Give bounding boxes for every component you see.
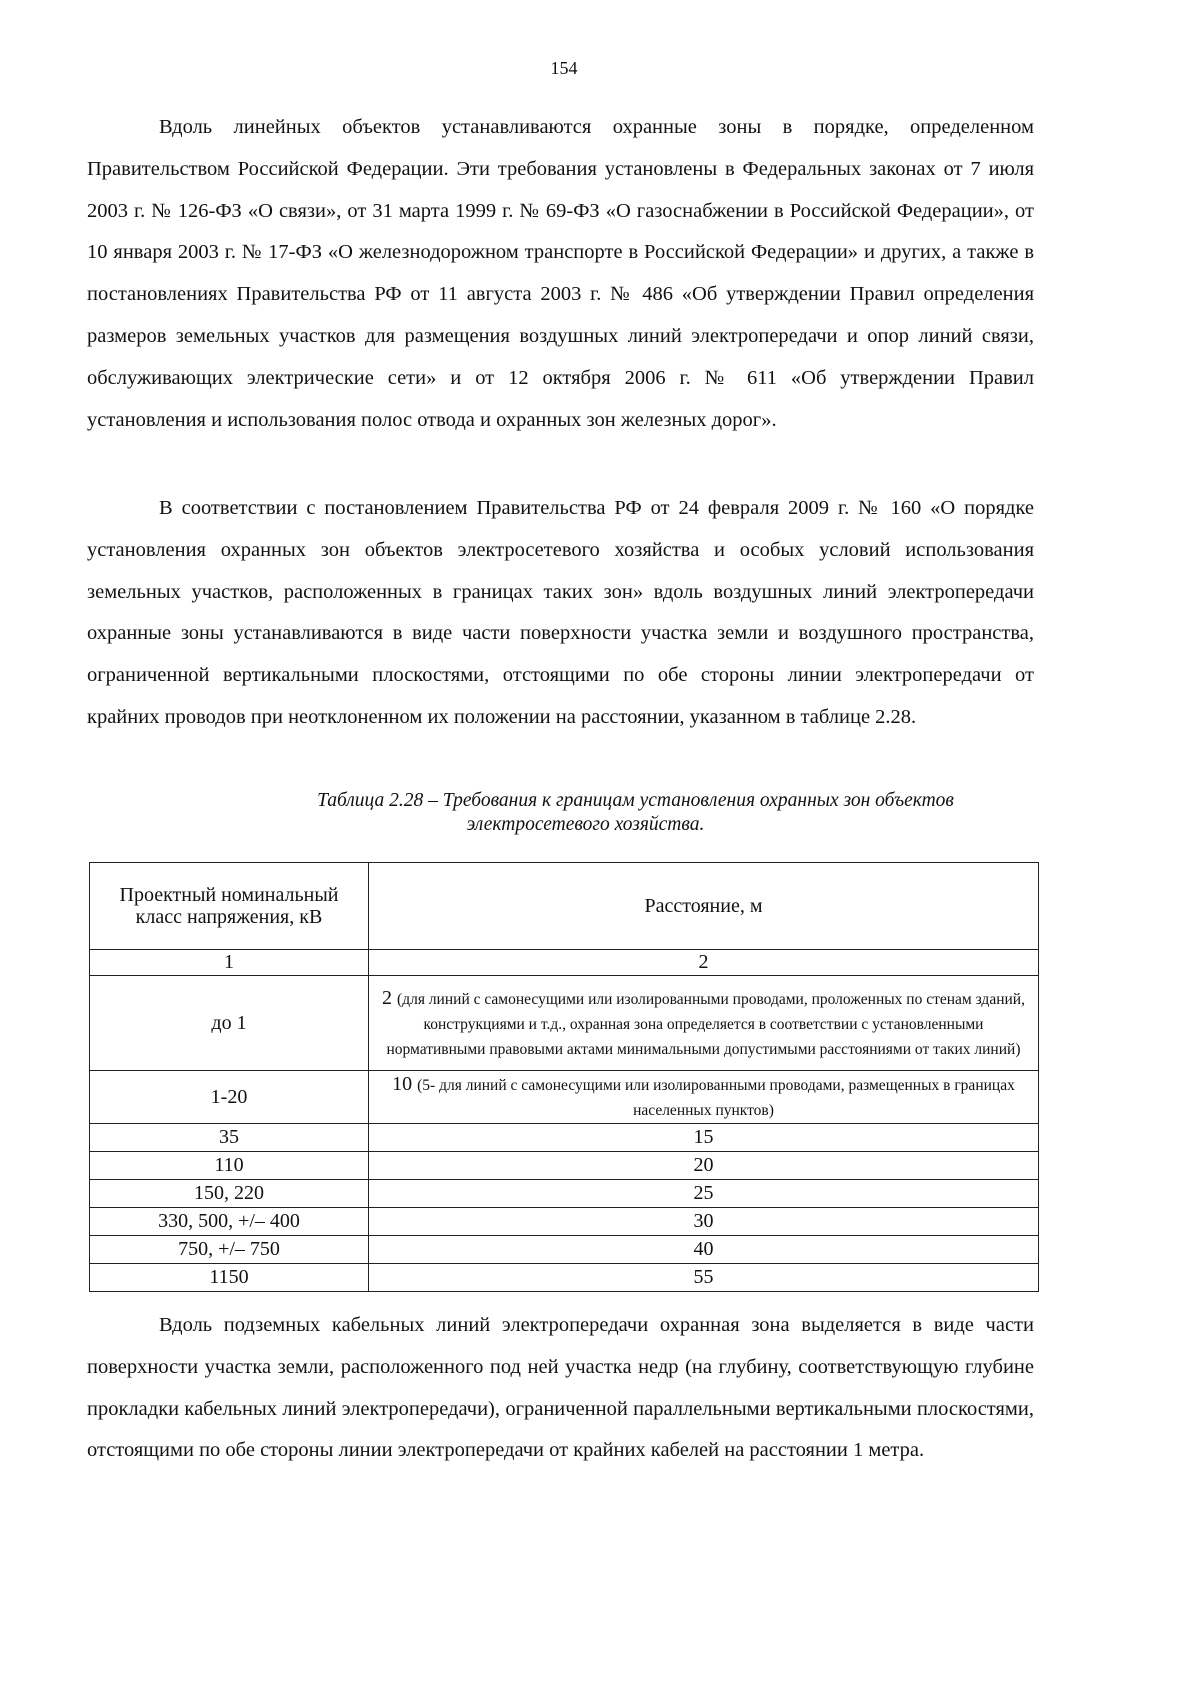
voltage-cell: 150, 220 — [90, 1180, 369, 1208]
table-row — [90, 1071, 1039, 1124]
distance-cell: 30 — [369, 1208, 1039, 1236]
paragraph-linear-objects-zones: Вдоль линейных объектов устанавливаются охранные зоны в порядке, определенном Правительством Российской Федерации. Эти требования установлены в Федеральных законах от 7 июля 2003 г. № 126-ФЗ «О связи», от 31 марта 1999 г. № 69-ФЗ «О газоснабжении в Российской Федерации», от 10 января 2003 г. № 17-ФЗ «О железнодорожном транспорте в Российской Федерации» и других, а также в постановлениях Правительства РФ от 11 августа 2003 г. № 486 «Об утверждении Правил определения размеров земельных участков для размещения воздушных линий электропередачи и опор линий связи, обслуживающих электрические сети» и от 12 октября 2006 г. № 611 «Об утверждении Правил установления и использования полос отвода и охранных зон железных дорог». — [87, 116, 1034, 431]
protection-zones-table — [89, 862, 1039, 1292]
table-row — [90, 1264, 1039, 1292]
header-voltage-class: Проектный номинальный класс напряжения, кВ — [90, 863, 369, 950]
distance-value: 2 — [382, 986, 393, 1009]
table-row — [90, 1208, 1039, 1236]
column-number-1: 1 — [90, 950, 369, 976]
table-row — [90, 1236, 1039, 1264]
voltage-cell: 1150 — [90, 1264, 369, 1292]
voltage-cell: 35 — [90, 1124, 369, 1152]
voltage-cell: 110 — [90, 1152, 369, 1180]
distance-cell: 55 — [369, 1264, 1039, 1292]
distance-cell — [369, 1071, 1039, 1124]
table-row — [90, 1180, 1039, 1208]
table-caption-line-1: Таблица 2.28 – Требования к границам установления охранных зон объектов — [317, 790, 954, 811]
voltage-cell: до 1 — [90, 976, 369, 1071]
header-distance: Расстояние, м — [369, 863, 1039, 950]
table-caption — [87, 789, 1034, 837]
distance-note: (5- для линий с самонесущими или изолированными проводами, размещенных в границах населенных пунктов) — [417, 1077, 1015, 1119]
voltage-cell: 750, +/– 750 — [90, 1236, 369, 1264]
distance-value: 10 — [392, 1073, 413, 1095]
distance-cell — [369, 976, 1039, 1071]
table-row — [90, 1152, 1039, 1180]
distance-cell: 25 — [369, 1180, 1039, 1208]
table-header-row — [90, 863, 1039, 950]
paragraph-overhead-lines-zones: В соответствии с постановлением Правительства РФ от 24 февраля 2009 г. № 160 «О порядке установления охранных зон объектов электросетевого хозяйства и особых условий использования земельных участков, расположенных в границах таких зон» вдоль воздушных линий электропередачи охранные зоны устанавливаются в виде части поверхности участка земли и воздушного пространства, ограниченной вертикальными плоскостями, отстоящими по обе стороны линии электропередачи от крайних проводов при неотклоненном их положении на расстоянии, указанном в таблице 2.28. — [87, 497, 1034, 728]
distance-cell: 20 — [369, 1152, 1039, 1180]
distance-cell: 15 — [369, 1124, 1039, 1152]
column-number-2: 2 — [369, 950, 1039, 976]
table-row — [90, 1124, 1039, 1152]
page-number: 154 — [550, 58, 578, 78]
table-row — [90, 976, 1039, 1071]
distance-note: (для линий с самонесущими или изолированными проводами, проложенных по стенам зданий, конструкциями и т.д., охранная зона определяется в соответствии с установленными нормативными правовыми актами минимальными допустимыми расстояниями от таких линий) — [386, 990, 1025, 1058]
table-caption-line-2: электросетевого хозяйства. — [466, 814, 705, 835]
column-number-row — [90, 950, 1039, 976]
paragraph-underground-cables-zones: Вдоль подземных кабельных линий электропередачи охранная зона выделяется в виде части поверхности участка земли, расположенного под ней участка недр (на глубину, соответствующую глубине прокладки кабельных линий электропередачи), ограниченной параллельными вертикальными плоскостями, отстоящими по обе стороны линии электропередачи от крайних кабелей на расстоянии 1 метра. — [87, 1314, 1034, 1462]
distance-cell: 40 — [369, 1236, 1039, 1264]
voltage-cell: 330, 500, +/– 400 — [90, 1208, 369, 1236]
voltage-cell: 1-20 — [90, 1071, 369, 1124]
